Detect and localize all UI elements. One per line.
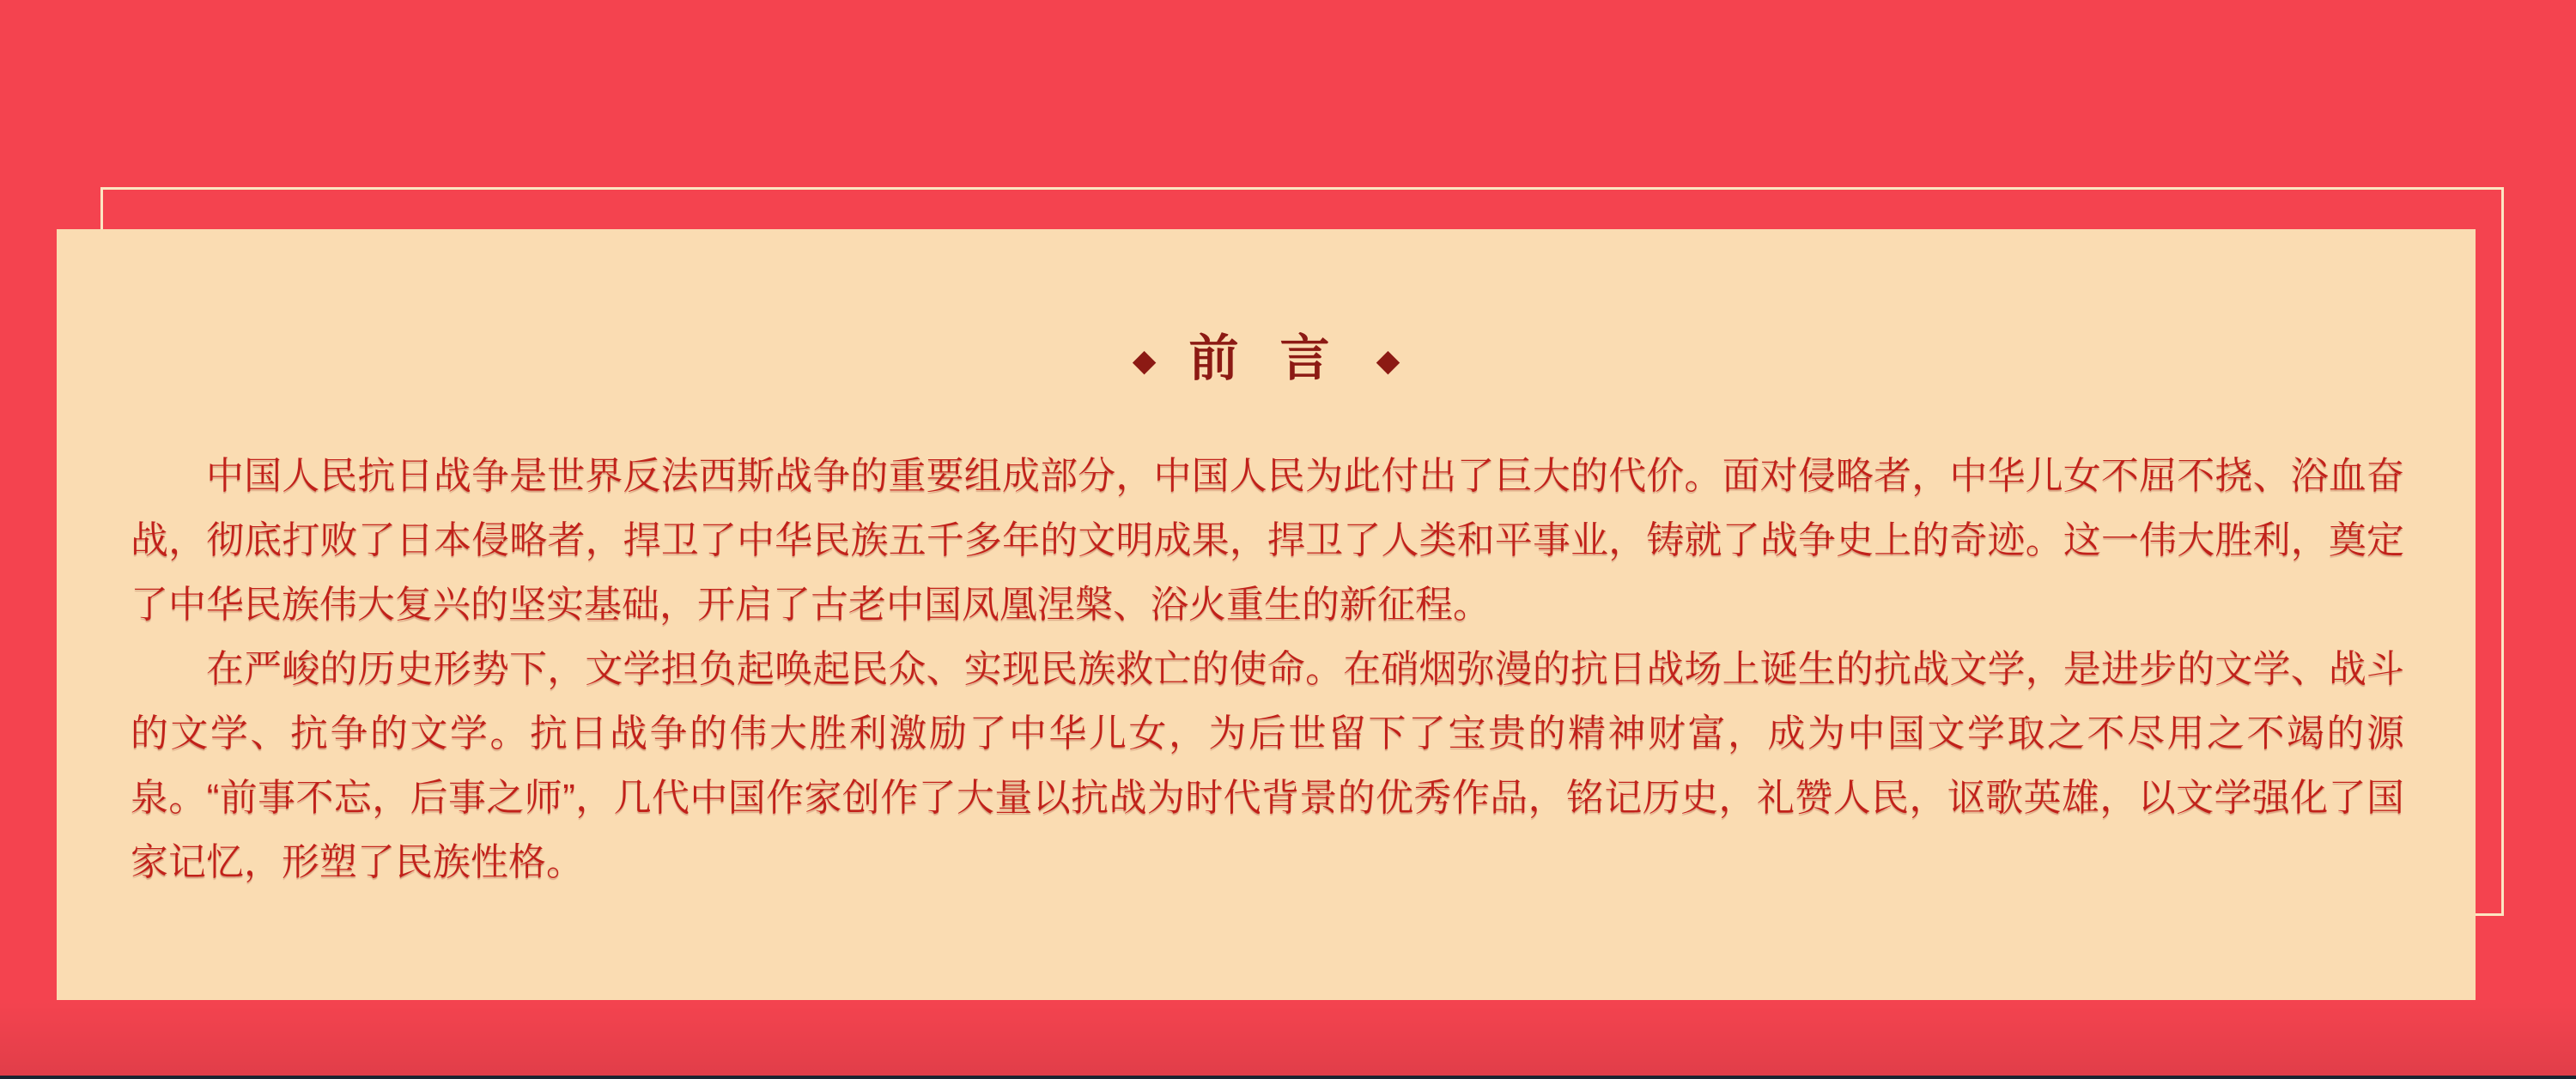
preface-panel <box>57 229 2476 1000</box>
preface-body <box>131 444 2404 894</box>
paragraph-2: 在严峻的历史形势下，文学担负起唤起民众、实现民族救亡的使命。在硝烟弥漫的抗日战场上诞生的抗战文学，是进步的文学、战斗的文学、抗争的文学。抗日战争的伟大胜利激励了中华儿女，为后世留下了宝贵的精神财富，成为中国文学取之不尽用之不竭的源泉。“前事不忘，后事之师”，几代中国作家创作了大量以抗战为时代背景的优秀作品，铭记历史，礼赞人民，讴歌英雄，以文学强化了国家记忆，形塑了民族性格。 <box>131 648 2404 883</box>
section-title <box>57 329 2476 389</box>
bottom-dark-bar <box>0 1076 2576 1079</box>
page-title: 前 言 <box>1188 330 1344 386</box>
diamond-icon: ◆ <box>1376 342 1400 378</box>
diamond-icon: ◆ <box>1132 342 1157 378</box>
bottom-section-gradient <box>0 1002 2576 1076</box>
paragraph-1: 中国人民抗日战争是世界反法西斯战争的重要组成部分，中国人民为此付出了巨大的代价。面对侵略者，中华儿女不屈不挠、浴血奋战，彻底打败了日本侵略者，捍卫了中华民族五千多年的文明成果，捍卫了人类和平事业，铸就了战争史上的奇迹。这一伟大胜利，奠定了中华民族伟大复兴的坚实基础，开启了古老中国凤凰涅槃、浴火重生的新征程。 <box>131 455 2404 626</box>
